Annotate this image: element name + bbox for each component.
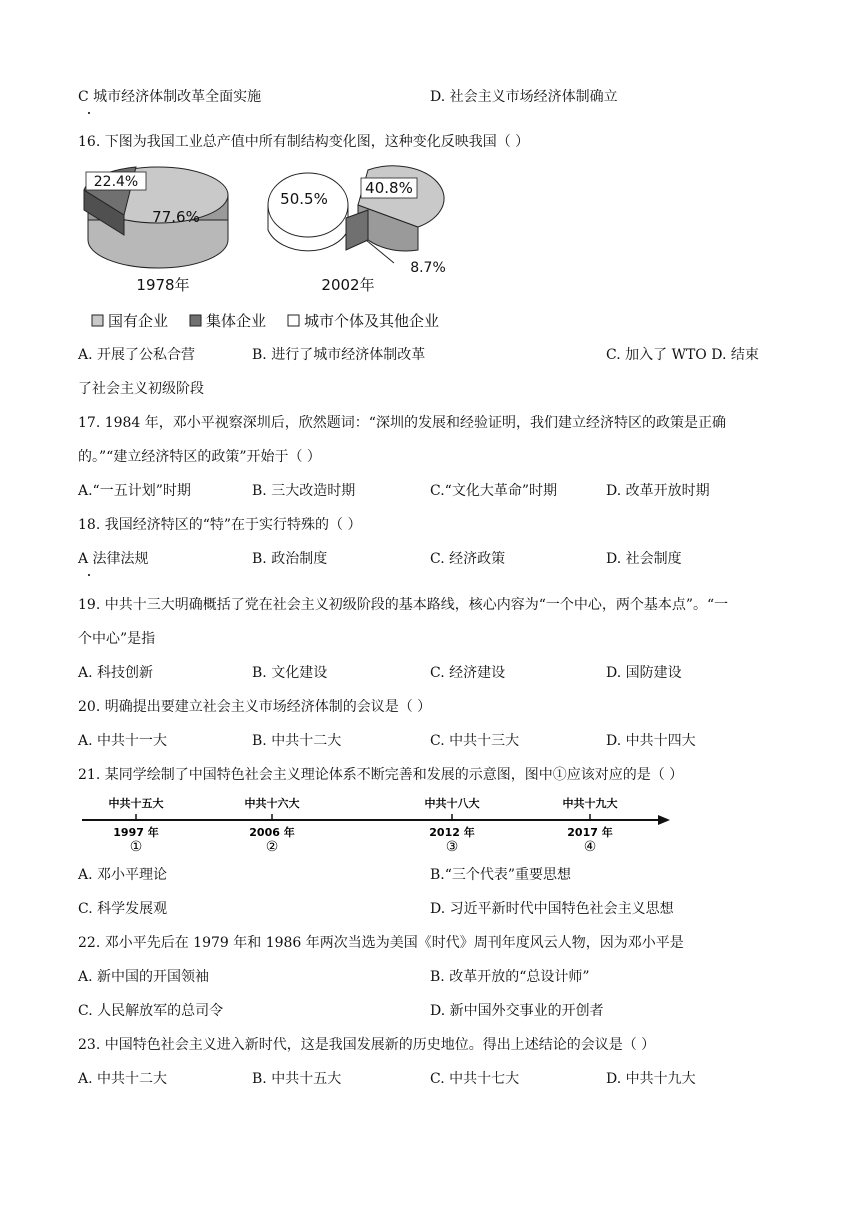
pie-2002-label-collective: 8.7% [410, 260, 446, 276]
q20-option-c: C. 中共十三大 [430, 733, 520, 749]
q16-pie-charts [78, 160, 478, 340]
q22-option-a: A. 新中国的开国领袖 [78, 969, 210, 985]
q19-option-b: B. 文化建设 [252, 665, 328, 681]
pie-1978 [84, 167, 228, 294]
pie-2002 [268, 166, 446, 294]
timeline-node-3 [425, 796, 480, 854]
q17-stem-line1: 17. 1984 年，邓小平视察深圳后，欣然题词：“深圳的发展和经验证明，我们建立经济特区的政策是正确 [78, 415, 726, 431]
q18-option-d: D. 社会制度 [606, 551, 682, 567]
q21-option-d: D. 习近平新时代中国特色社会主义思想 [430, 901, 674, 917]
q22-option-d: D. 新中国外交事业的开创者 [430, 1003, 604, 1019]
timeline-congress: 中共十八大 [424, 797, 480, 810]
q17-option-a: A.“一五计划”时期 [78, 483, 191, 499]
legend-swatch-private [288, 315, 299, 326]
q18-stem: 18. 我国经济特区的“特”在于实行特殊的（ ） [78, 517, 362, 533]
timeline-arrow-icon [658, 815, 670, 825]
q19-stem-line1: 19. 中共十三大明确概括了党在社会主义初级阶段的基本路线，核心内容为“一个中心，两个基本点”。“一 [78, 597, 729, 613]
q21-option-b: B.“三个代表”重要思想 [430, 867, 572, 883]
q16-option-cd: C. 加入了 WTO D. 结束 [606, 347, 759, 363]
timeline-node-2 [245, 796, 300, 854]
pie-2002-slice-collective [346, 210, 368, 250]
q18-option-a: A 法律法规 [78, 551, 149, 567]
timeline-congress: 中共十九大 [562, 797, 618, 810]
legend-label-private: 城市个体及其他企业 [304, 312, 440, 330]
timeline-year: 2017 年 [567, 826, 613, 839]
timeline-year: 2006 年 [249, 826, 295, 839]
pie-legend [92, 312, 439, 330]
q16-option-d-cont: 了社会主义初级阶段 [78, 381, 204, 397]
timeline-node-4 [563, 796, 618, 854]
q23-option-b: B. 中共十五大 [252, 1071, 342, 1087]
q21-timeline [78, 790, 678, 854]
q22-stem: 22. 邓小平先后在 1979 年和 1986 年两次当选为美国《时代》周刊年度风云人物，因为邓小平是 [78, 935, 684, 951]
legend-swatch-state [92, 315, 103, 326]
q15-option-c: C 城市经济体制改革全面实施 [78, 89, 262, 105]
q19-stem-line2: 个中心”是指 [78, 631, 156, 647]
timeline-year: 2012 年 [429, 826, 475, 839]
pie-2002-label-private: 50.5% [280, 190, 328, 208]
q17-option-c: C.“文化大革命”时期 [430, 483, 557, 499]
timeline-year: 1997 年 [113, 826, 159, 839]
timeline-mark: ③ [445, 839, 459, 854]
q23-stem: 23. 中国特色社会主义进入新时代，这是我国发展新的历史地位。得出上述结论的会议是（ ） [78, 1037, 656, 1053]
timeline-congress: 中共十六大 [244, 797, 300, 810]
legend-label-state: 国有企业 [108, 312, 169, 330]
q20-option-d: D. 中共十四大 [606, 733, 696, 749]
stray-dot [88, 112, 90, 114]
timeline-congress: 中共十五大 [108, 797, 164, 810]
q16-option-a: A. 开展了公私合营 [78, 347, 196, 363]
q20-option-b: B. 中共十二大 [252, 733, 342, 749]
q19-option-d: D. 国防建设 [606, 665, 682, 681]
q18-option-c: C. 经济政策 [430, 551, 506, 567]
q17-option-b: B. 三大改造时期 [252, 483, 356, 499]
q16-option-b: B. 进行了城市经济体制改革 [252, 347, 426, 363]
legend-swatch-collective [190, 315, 201, 326]
timeline-node-1 [109, 796, 164, 854]
timeline-mark: ① [129, 839, 143, 854]
q19-option-c: C. 经济建设 [430, 665, 506, 681]
q15-option-d: D. 社会主义市场经济体制确立 [430, 89, 618, 105]
q20-stem: 20. 明确提出要建立社会主义市场经济体制的会议是（ ） [78, 699, 432, 715]
pie-2002-year: 2002年 [321, 276, 375, 294]
q22-option-b: B. 改革开放的“总设计师” [430, 969, 590, 985]
q22-option-c: C. 人民解放军的总司令 [78, 1003, 224, 1019]
pie-1978-year: 1978年 [136, 276, 190, 294]
q21-option-a: A. 邓小平理论 [78, 867, 168, 883]
q23-option-a: A. 中共十二大 [78, 1071, 168, 1087]
q19-option-a: A. 科技创新 [78, 665, 154, 681]
q23-option-d: D. 中共十九大 [606, 1071, 696, 1087]
pie-1978-label-state: 77.6% [152, 208, 200, 226]
q21-stem: 21. 某同学绘制了中国特色社会主义理论体系不断完善和发展的示意图，图中①应该对应的是（ ） [78, 767, 684, 783]
q23-option-c: C. 中共十七大 [430, 1071, 520, 1087]
q17-option-d: D. 改革开放时期 [606, 483, 710, 499]
q16-stem: 16. 下图为我国工业总产值中所有制结构变化图，这种变化反映我国（ ） [78, 134, 530, 150]
pie-1978-label-collective: 22.4% [93, 174, 139, 190]
stray-dot [88, 574, 90, 576]
timeline-mark: ② [265, 839, 279, 854]
q20-option-a: A. 中共十一大 [78, 733, 168, 749]
legend-label-collective: 集体企业 [206, 312, 267, 330]
timeline-mark: ④ [583, 839, 597, 854]
pie-2002-label-state: 40.8% [365, 179, 413, 197]
q18-option-b: B. 政治制度 [252, 551, 328, 567]
q21-option-c: C. 科学发展观 [78, 901, 168, 917]
q17-stem-line2: 的。”“建立经济特区的政策”开始于（ ） [78, 449, 321, 465]
